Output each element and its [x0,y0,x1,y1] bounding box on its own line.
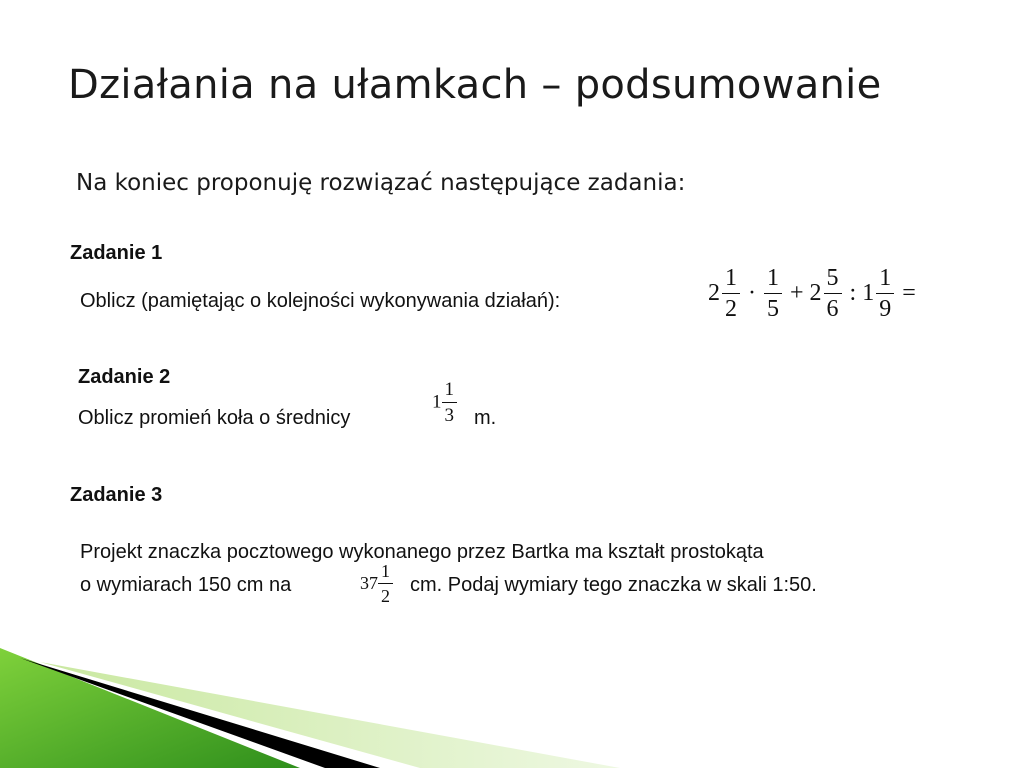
term1-numerator: 1 [722,266,740,294]
task2-whole: 1 [432,391,442,413]
task3-denominator: 2 [381,586,390,606]
equals-operator: = [902,280,916,306]
slide-title: Działania na ułamkach – podsumowanie [68,62,882,108]
plus-operator: + [790,280,804,306]
task3-line2-before: o wymiarach 150 cm na [80,574,292,596]
term2-fraction [764,266,782,321]
task3-line2-after: cm. Podaj wymiary tego znaczka w skali 1:50. [410,574,817,596]
term3-denominator: 6 [826,296,839,322]
multiply-operator: · [748,280,756,306]
divide-operator: : [849,280,857,306]
task2-fraction-expression [432,380,457,425]
task2-fraction [442,380,458,425]
task1-text: Oblicz (pamiętając o kolejności wykonywania działań): [80,290,561,312]
task2-text-after: m. [474,407,497,429]
term3-fraction [824,266,842,321]
task2-numerator: 1 [442,380,458,403]
term2-numerator: 1 [764,266,782,294]
term4-denominator: 9 [879,296,892,322]
term1-denominator: 2 [725,296,737,322]
task3-fraction [378,562,393,605]
task2-text-before: Oblicz promień koła o średnicy [78,407,351,429]
task3-whole: 37 [360,573,378,593]
task3-heading: Zadanie 3 [70,484,163,506]
task1-expression [708,266,922,321]
task2-denominator: 3 [444,405,454,426]
intro-text: Na koniec proponuję rozwiązać następujące zadania: [76,170,686,196]
task2-heading: Zadanie 2 [78,366,171,388]
task3-numerator: 1 [378,562,393,584]
term2-denominator: 5 [767,296,779,322]
term4-fraction [876,266,894,321]
task1-heading: Zadanie 1 [70,242,163,264]
term3-numerator: 5 [824,266,842,294]
term4-numerator: 1 [876,266,894,294]
task3-line1: Projekt znaczka pocztowego wykonanego przez Bartka ma kształt prostokąta [80,541,764,563]
term4-whole: 1 [862,280,875,306]
decorative-swoosh [0,640,620,768]
task3-fraction-expression [360,562,393,605]
term1-whole: 2 [708,280,720,306]
term1-fraction [722,266,740,321]
term3-whole: 2 [809,280,822,306]
